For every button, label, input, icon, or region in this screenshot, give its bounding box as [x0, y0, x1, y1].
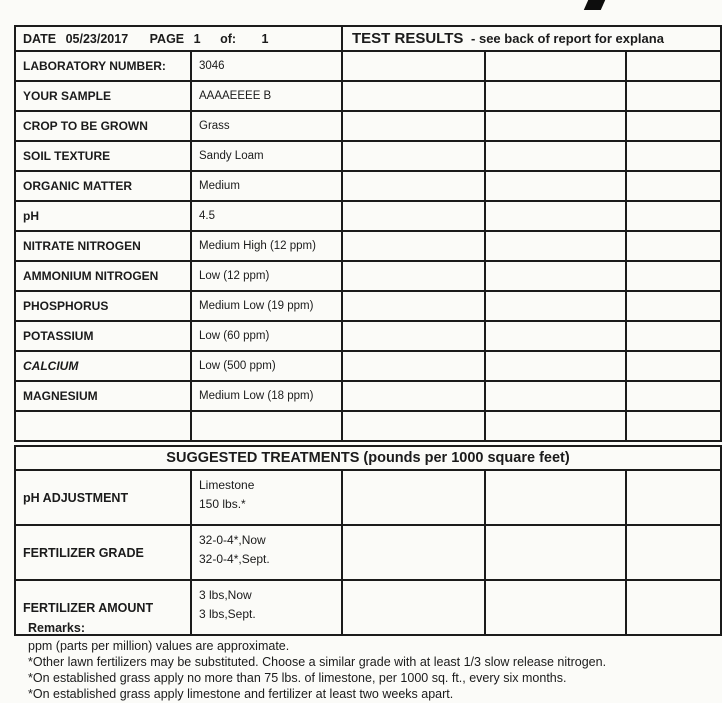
result-row: [15, 291, 721, 321]
empty-cell: [626, 201, 721, 231]
empty-cell: [626, 411, 721, 441]
treatment-label: FERTILIZER AMOUNT: [15, 580, 191, 635]
treatments-title-cell: [15, 446, 721, 470]
empty-cell: [485, 411, 626, 441]
empty-cell: [626, 141, 721, 171]
remarks-line: ppm (parts per million) values are approximate.: [28, 639, 290, 653]
result-label: CROP TO BE GROWN: [15, 111, 191, 141]
empty-cell: [342, 351, 485, 381]
suggested-treatments-body: [15, 446, 721, 635]
result-value: 4.5: [191, 201, 342, 231]
empty-cell: [485, 141, 626, 171]
empty-cell: [485, 381, 626, 411]
result-value: 3046: [191, 51, 342, 81]
treatment-value-line: 32-0-4*,Now: [199, 533, 266, 547]
treatment-label: FERTILIZER GRADE: [15, 525, 191, 580]
test-results-table: [14, 25, 722, 442]
result-row: [15, 321, 721, 351]
empty-cell: [626, 231, 721, 261]
result-row: [15, 351, 721, 381]
result-value: Medium High (12 ppm): [191, 231, 342, 261]
result-value: Medium Low (19 ppm): [191, 291, 342, 321]
test-results-body: [15, 26, 721, 441]
remarks-title: Remarks:: [28, 621, 85, 635]
treatment-value-line: 150 lbs.*: [199, 497, 246, 511]
result-label: LABORATORY NUMBER:: [15, 51, 191, 81]
report-title: TEST RESULTS: [352, 30, 464, 47]
empty-cell: [342, 470, 485, 525]
page-number: 1: [193, 31, 201, 46]
page-label: PAGE: [149, 31, 185, 46]
result-row: [15, 141, 721, 171]
empty-cell: [626, 321, 721, 351]
empty-cell: [485, 261, 626, 291]
result-label: pH: [15, 201, 191, 231]
treatment-row: [15, 525, 721, 580]
result-label: [15, 411, 191, 441]
suggested-treatments-table: [14, 445, 722, 636]
result-row: [15, 81, 721, 111]
empty-cell: [485, 51, 626, 81]
result-value: Sandy Loam: [191, 141, 342, 171]
result-row: [15, 381, 721, 411]
empty-cell: [342, 201, 485, 231]
result-value: Low (12 ppm): [191, 261, 342, 291]
remarks-line: *On established grass apply limestone and fertilizer at least two weeks apart.: [28, 687, 454, 701]
result-value: Medium: [191, 171, 342, 201]
empty-cell: [626, 261, 721, 291]
empty-cell: [485, 351, 626, 381]
empty-cell: [342, 411, 485, 441]
empty-cell: [626, 291, 721, 321]
treatment-value-line: 3 lbs,Now: [199, 588, 252, 602]
of-total: 1: [261, 31, 269, 46]
date-label: DATE: [23, 31, 57, 46]
result-label: YOUR SAMPLE: [15, 81, 191, 111]
result-row: [15, 111, 721, 141]
remarks-line: *Other lawn fertilizers may be substituted. Choose a similar grade with at least 1/3 slow release nitrogen.: [28, 655, 607, 669]
result-row: [15, 171, 721, 201]
empty-cell: [626, 81, 721, 111]
treatment-row: [15, 470, 721, 525]
result-label: PHOSPHORUS: [15, 291, 191, 321]
of-label: of:: [220, 31, 237, 46]
empty-cell: [485, 470, 626, 525]
empty-cell: [626, 171, 721, 201]
treatment-label: pH ADJUSTMENT: [15, 470, 191, 525]
empty-cell: [342, 231, 485, 261]
result-value: Grass: [191, 111, 342, 141]
empty-cell: [342, 141, 485, 171]
result-label: ORGANIC MATTER: [15, 171, 191, 201]
empty-cell: [342, 261, 485, 291]
empty-cell: [342, 171, 485, 201]
report-title-note: - see back of report for explana: [471, 31, 664, 46]
treatment-value-line: Limestone: [199, 478, 255, 492]
empty-cell: [626, 525, 721, 580]
result-value: [191, 411, 342, 441]
result-value: Low (60 ppm): [191, 321, 342, 351]
remarks-line: *On established grass apply no more than 75 lbs. of limestone, per 1000 sq. ft., every six months.: [28, 671, 567, 685]
result-label: POTASSIUM: [15, 321, 191, 351]
empty-cell: [485, 231, 626, 261]
empty-cell: [342, 381, 485, 411]
result-row: [15, 201, 721, 231]
scan-artifact-mark: [584, 0, 605, 10]
empty-cell: [626, 51, 721, 81]
date-page-cell: [15, 26, 342, 51]
empty-cell: [342, 291, 485, 321]
results-header-row: [15, 26, 721, 51]
result-row: [15, 411, 721, 441]
empty-cell: [342, 111, 485, 141]
empty-cell: [485, 291, 626, 321]
empty-cell: [626, 381, 721, 411]
date-value: 05/23/2017: [65, 31, 129, 46]
result-value: Medium Low (18 ppm): [191, 381, 342, 411]
result-row: [15, 261, 721, 291]
result-label: MAGNESIUM: [15, 381, 191, 411]
result-label: AMMONIUM NITROGEN: [15, 261, 191, 291]
treatment-value: [191, 525, 342, 580]
report-title-cell: [342, 26, 721, 51]
empty-cell: [485, 321, 626, 351]
empty-cell: [626, 111, 721, 141]
treatments-title: SUGGESTED TREATMENTS (pounds per 1000 square feet): [166, 450, 570, 466]
empty-cell: [626, 470, 721, 525]
treatments-header-row: [15, 446, 721, 470]
empty-cell: [342, 81, 485, 111]
empty-cell: [485, 525, 626, 580]
treatment-value: [191, 470, 342, 525]
result-label: SOIL TEXTURE: [15, 141, 191, 171]
empty-cell: [485, 171, 626, 201]
result-row: [15, 51, 721, 81]
empty-cell: [485, 111, 626, 141]
empty-cell: [342, 51, 485, 81]
empty-cell: [342, 525, 485, 580]
empty-cell: [342, 321, 485, 351]
treatment-value-line: 3 lbs,Sept.: [199, 607, 256, 621]
empty-cell: [485, 201, 626, 231]
result-row: [15, 231, 721, 261]
remarks-section: [28, 621, 714, 702]
empty-cell: [485, 81, 626, 111]
result-label: NITRATE NITROGEN: [15, 231, 191, 261]
treatment-value-line: 32-0-4*,Sept.: [199, 552, 270, 566]
result-value: Low (500 ppm): [191, 351, 342, 381]
empty-cell: [626, 351, 721, 381]
result-label: CALCIUM: [15, 351, 191, 381]
remarks-lines: [28, 638, 714, 702]
result-value: AAAAEEEE B: [191, 81, 342, 111]
